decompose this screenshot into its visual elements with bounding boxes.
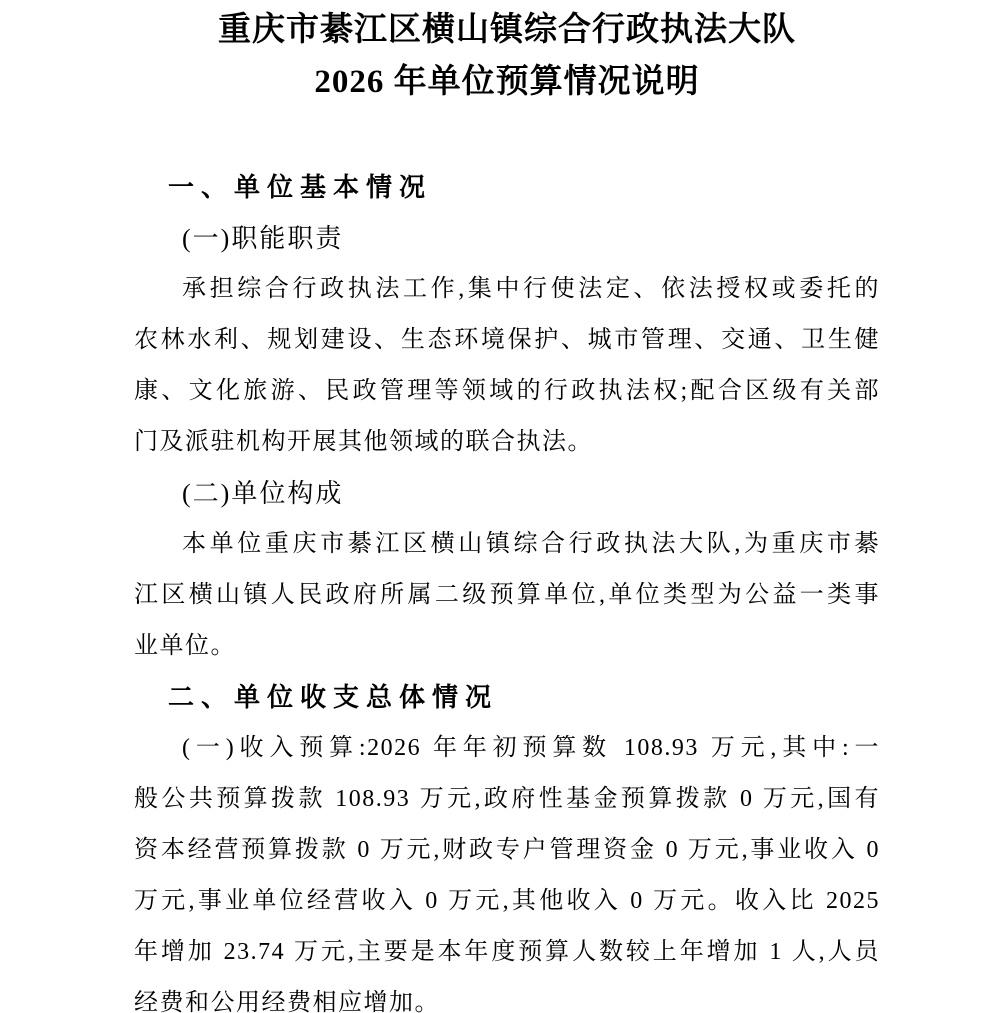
body-line: 江区横山镇人民政府所属二级预算单位,单位类型为公益一类事: [134, 582, 880, 608]
section-heading-unit-basic-info: 一、单位基本情况: [168, 172, 433, 202]
subsection-heading-duties: (一)职能职责: [182, 224, 344, 253]
document-title: [134, 0, 880, 108]
body-line: 承担综合行政执法工作,集中行使法定、依法授权或委托的: [182, 276, 880, 302]
document-title-line-1: 重庆市綦江区横山镇综合行政执法大队: [218, 12, 796, 48]
subsection-heading-unit-composition: (二)单位构成: [182, 479, 344, 508]
document-body: [134, 162, 880, 1013]
body-line: 般公共预算拨款 108.93 万元,政府性基金预算拨款 0 万元,国有: [134, 786, 880, 812]
body-line: 万元,事业单位经营收入 0 万元,其他收入 0 万元。收入比 2025: [134, 888, 880, 914]
body-line: 经费和公用经费相应增加。: [134, 990, 440, 1013]
body-line: 资本经营预算拨款 0 万元,财政专户管理资金 0 万元,事业收入 0: [134, 837, 880, 863]
body-line: 康、文化旅游、民政管理等领域的行政执法权;配合区级有关部: [134, 378, 880, 404]
body-line: 业单位。: [134, 633, 236, 659]
body-line: 农林水利、规划建设、生态环境保护、城市管理、交通、卫生健: [134, 327, 880, 353]
document-title-line-2: 2026 年单位预算情况说明: [314, 64, 700, 100]
body-line: 本单位重庆市綦江区横山镇综合行政执法大队,为重庆市綦: [182, 531, 880, 557]
section-heading-revenue-expenditure: 二、单位收支总体情况: [168, 682, 499, 712]
body-line: 年增加 23.74 万元,主要是本年度预算人数较上年增加 1 人,人员: [134, 939, 880, 965]
body-line: (一)收入预算:2026 年年初预算数 108.93 万元,其中:一: [182, 735, 880, 761]
body-line: 门及派驻机构开展其他领域的联合执法。: [134, 429, 593, 455]
document-content: [134, 0, 880, 1013]
